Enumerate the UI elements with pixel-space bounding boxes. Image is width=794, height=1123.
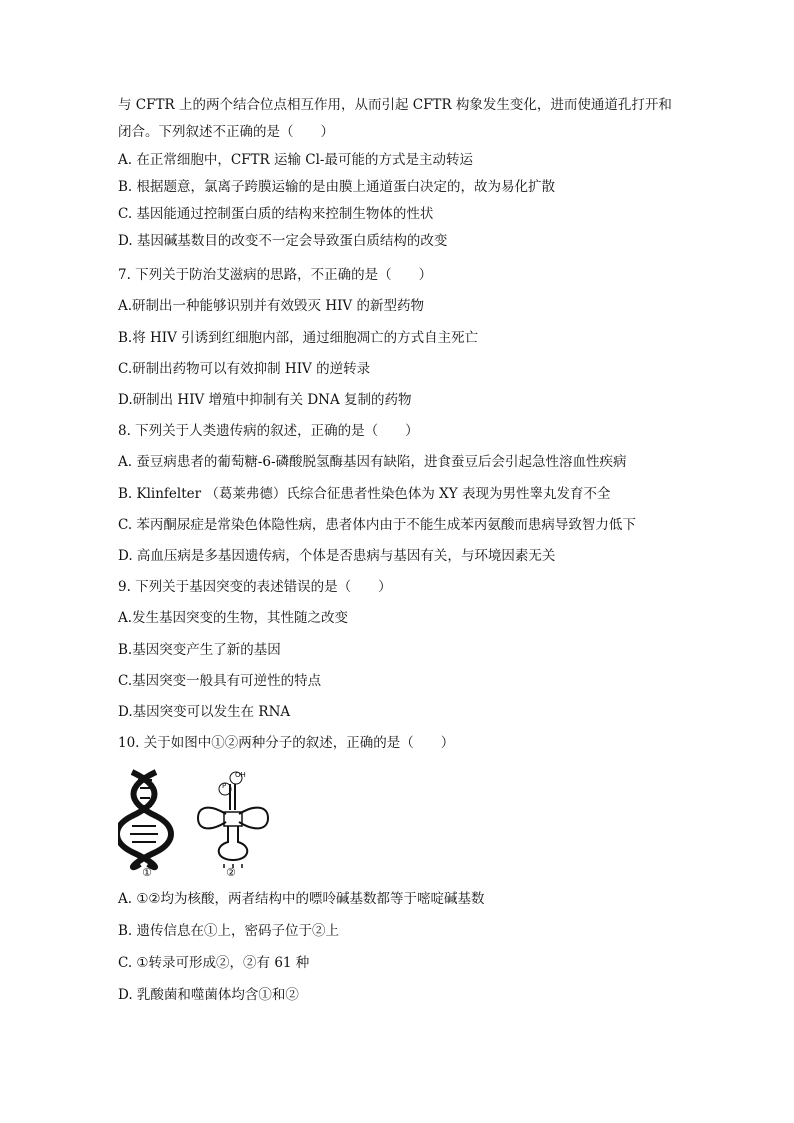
trna-cloverleaf-icon: [198, 772, 268, 868]
q10-stem: 10. 关于如图中①②两种分子的叙述，正确的是（ ）: [118, 735, 455, 751]
dna-helix-icon: [118, 772, 171, 867]
q8-stem: 8. 下列关于人类遗传病的叙述，正确的是（ ）: [118, 423, 419, 439]
figure-label-2: ②: [226, 866, 236, 879]
q9-option-d: D.基因突变可以发生在 RNA: [118, 704, 291, 720]
trna-oh-label: OH: [235, 771, 246, 779]
molecule-diagram: [118, 768, 288, 880]
q7-stem: 7. 下列关于防治艾滋病的思路，不正确的是（ ）: [118, 267, 433, 283]
q6-option-a: A. 在正常细胞中，CFTR 运输 Cl-最可能的方式是主动转运: [118, 152, 473, 168]
dna-trna-figure: [118, 768, 288, 880]
q8-option-c: C. 苯丙酮尿症是常染色体隐性病，患者体内由于不能生成苯丙氨酸而患病导致智力低下: [118, 517, 636, 533]
q9-stem: 9. 下列关于基因突变的表述错误的是（ ）: [118, 579, 392, 595]
q6-option-b: B. 根据题意，氯离子跨膜运输的是由膜上通道蛋白决定的，故为易化扩散: [118, 179, 556, 195]
q10-option-b: B. 遗传信息在①上，密码子位于②上: [118, 923, 340, 939]
q6-option-c: C. 基因能通过控制蛋白质的结构来控制生物体的性状: [118, 206, 434, 222]
q6-option-d: D. 基因碱基数目的改变不一定会导致蛋白质结构的改变: [118, 233, 448, 249]
trna-p-label: P: [222, 782, 227, 790]
q9-option-c: C.基因突变一般具有可逆性的特点: [118, 673, 322, 689]
q8-option-b: B. Klinfelter （葛莱弗德）氏综合征患者性染色体为 XY 表现为男性睾丸发育不全: [118, 486, 611, 502]
figure-label-1: ①: [142, 866, 152, 879]
q6-stem-line1: 与 CFTR 上的两个结合位点相互作用，从而引起 CFTR 构象发生变化，进而使通道孔打开和: [118, 97, 672, 113]
q9-option-b: B.基因突变产生了新的基因: [118, 642, 281, 658]
q10-option-a: A. ①②均为核酸，两者结构中的嘌呤碱基数都等于嘧啶碱基数: [118, 891, 485, 907]
q6-stem-line2: 闭合。下列叙述不正确的是（ ）: [118, 124, 334, 140]
q8-option-a: A. 蚕豆病患者的葡萄糖-6-磷酸脱氢酶基因有缺陷，进食蚕豆后会引起急性溶血性疾病: [118, 454, 627, 470]
q10-option-c: C. ①转录可形成②，②有 61 种: [118, 955, 310, 971]
q9-option-a: A.发生基因突变的生物，其性随之改变: [118, 610, 349, 626]
q10-option-d: D. 乳酸菌和噬菌体均含①和②: [118, 987, 299, 1003]
q7-option-b: B.将 HIV 引诱到红细胞内部，通过细胞凋亡的方式自主死亡: [118, 330, 479, 346]
q7-option-d: D.研制出 HIV 增殖中抑制有关 DNA 复制的药物: [118, 392, 412, 408]
q7-option-a: A.研制出一种能够识别并有效毁灭 HIV 的新型药物: [118, 298, 424, 314]
q8-option-d: D. 高血压病是多基因遗传病，个体是否患病与基因有关，与环境因素无关: [118, 548, 556, 564]
q7-option-c: C.研制出药物可以有效抑制 HIV 的逆转录: [118, 361, 371, 377]
